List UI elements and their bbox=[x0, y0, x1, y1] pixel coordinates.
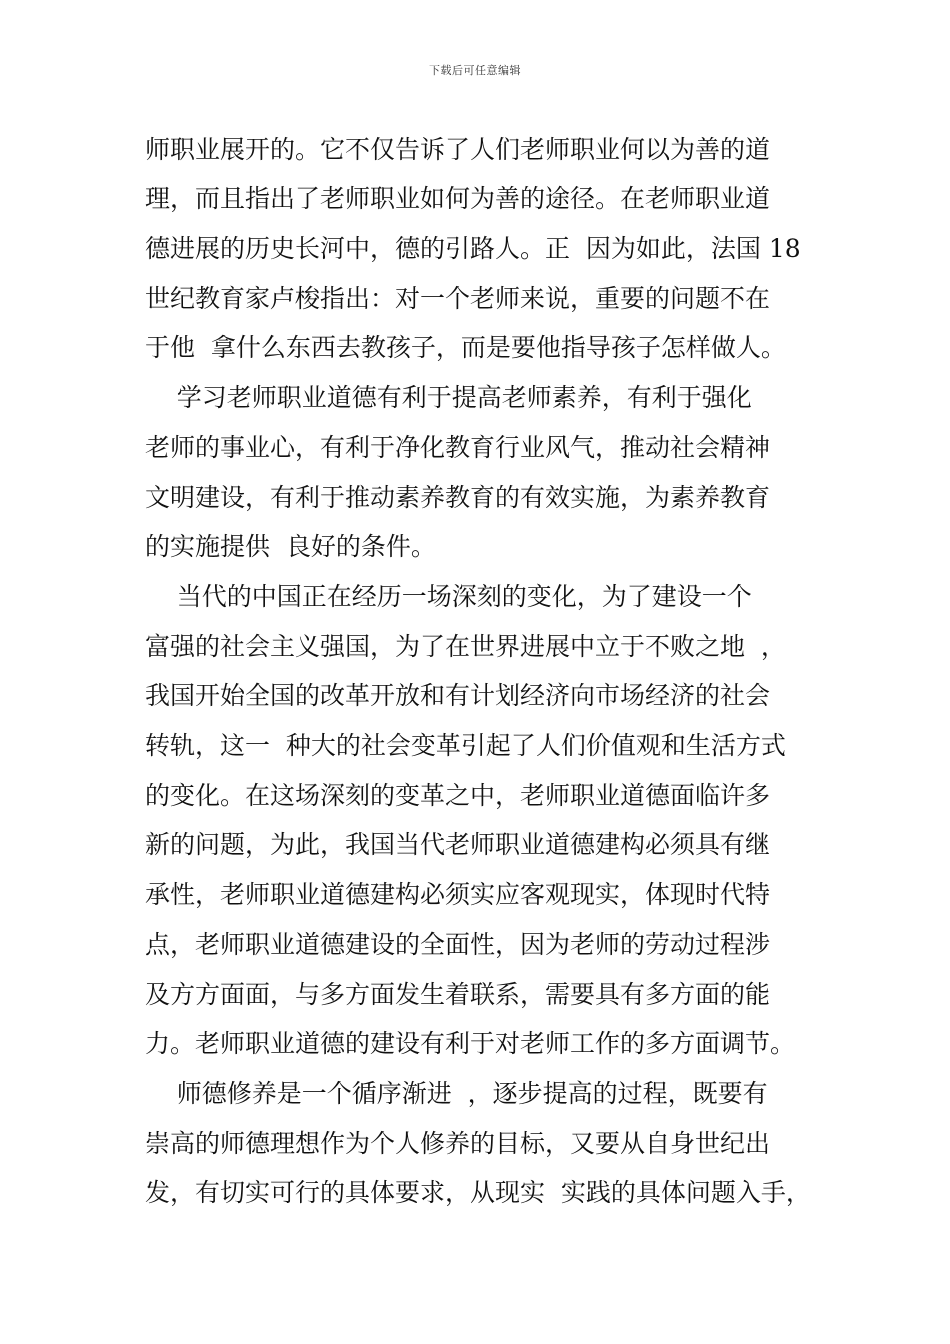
body-line-8: 文明建设，有利于推动素养教育的有效实施，为素养教育 bbox=[145, 483, 771, 512]
body-line-19: 力。老师职业道德的建设有利于对老师工作的多方面调节。 bbox=[145, 1029, 796, 1058]
body-line-6: 学习老师职业道德有利于提高老师素养，有利于强化 bbox=[145, 383, 752, 412]
body-line-10: 当代的中国正在经历一场深刻的变化，为了建设一个 bbox=[145, 582, 752, 611]
body-line-4: 世纪教育家卢梭指出：对一个老师来说，重要的问题不在 bbox=[145, 284, 771, 313]
body-line-5: 于他 拿什么东西去教孩子，而是要他指导孩子怎样做人。 bbox=[145, 333, 786, 362]
body-line-14: 的变化。在这场深刻的变革之中，老师职业道德面临许多 bbox=[145, 781, 771, 810]
body-line-3: 德进展的历史长河中，德的引路人。正 因为如此，法国 18 bbox=[145, 234, 801, 263]
body-line-22: 发，有切实可行的具体要求，从现实 实践的具体问题入手， bbox=[145, 1178, 811, 1207]
body-line-2: 理，而且指出了老师职业如何为善的途径。在老师职业道 bbox=[145, 184, 771, 213]
body-line-1: 师职业展开的。它不仅告诉了人们老师职业何以为善的道 bbox=[145, 135, 771, 164]
body-line-7: 老师的事业心，有利于净化教育行业风气，推动社会精神 bbox=[145, 433, 771, 462]
body-line-13: 转轨，这一 种大的社会变革引起了人们价值观和生活方式 bbox=[145, 731, 786, 760]
body-line-17: 点，老师职业道德建设的全面性，因为老师的劳动过程涉 bbox=[145, 930, 771, 959]
body-line-16: 承性，老师职业道德建构必须实应客观现实，体现时代特 bbox=[145, 880, 771, 909]
body-line-9: 的实施提供 良好的条件。 bbox=[145, 532, 436, 561]
body-line-20: 师德修养是一个循序渐进 ，逐步提高的过程，既要有 bbox=[145, 1079, 768, 1108]
body-line-21: 崇高的师德理想作为个人修养的目标，又要从自身世纪出 bbox=[145, 1129, 771, 1158]
body-line-18: 及方方面面，与多方面发生着联系，需要具有多方面的能 bbox=[145, 980, 771, 1009]
body-line-11: 富强的社会主义强国，为了在世界进展中立于不败之地 ， bbox=[145, 632, 786, 661]
body-line-15: 新的问题，为此，我国当代老师职业道德建构必须具有继 bbox=[145, 830, 771, 859]
page-header: 下载后可任意编辑 bbox=[429, 64, 521, 77]
body-line-12: 我国开始全国的改革开放和有计划经济向市场经济的社会 bbox=[145, 681, 771, 710]
